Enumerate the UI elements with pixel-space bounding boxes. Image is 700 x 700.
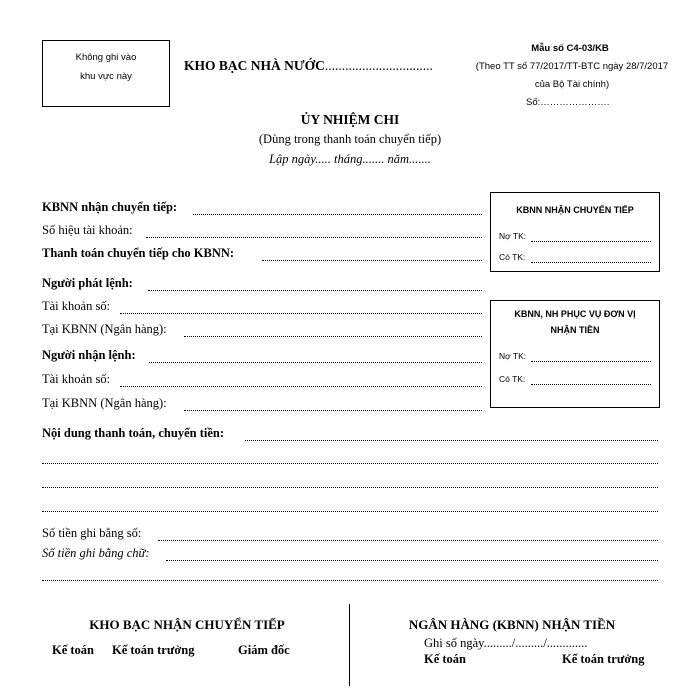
field-transfer-to-treasury: Thanh toán chuyển tiếp cho KBNN: [42, 246, 235, 260]
side-box-2-credit-dots[interactable] [531, 384, 651, 385]
field-payer-dots[interactable] [148, 290, 482, 291]
signature-left-accountant: Kế toán [52, 643, 95, 657]
ministry-reference: của Bộ Tài chính) [534, 79, 610, 90]
side-box-1-credit-dots[interactable] [531, 262, 651, 263]
side-box-2-credit: Có TK: [499, 374, 526, 384]
signature-right-date: Ghi sổ ngày........./........./............. [424, 636, 588, 650]
side-box-1-debit: Nợ TK: [499, 231, 527, 241]
signature-left-title: KHO BẠC NHẬN CHUYỂN TIẾP [89, 617, 285, 632]
payment-content-dots-1[interactable] [245, 440, 658, 441]
agency-label: KHO BẠC NHÀ NƯỚC [184, 58, 325, 73]
amount-in-words-label: Số tiền ghi bằng chữ: [42, 546, 150, 560]
no-write-area-line1: Không ghi vào [75, 52, 137, 63]
field-payer-bank-dots[interactable] [184, 336, 482, 337]
side-box-1-credit: Có TK: [499, 252, 526, 262]
amount-in-numbers-label: Số tiền ghi bằng số: [42, 526, 142, 540]
field-account-number: Số hiệu tài khoản: [42, 223, 133, 237]
field-payee: Người nhận lệnh: [42, 348, 136, 362]
form-code: Mẫu số C4-03/KB [531, 43, 609, 54]
payment-content-dots-2[interactable] [42, 463, 658, 464]
amount-in-words-dots-2[interactable] [42, 580, 658, 581]
payment-content-label: Nội dung thanh toán, chuyển tiền: [42, 426, 224, 440]
signature-left-director: Giám đốc [238, 643, 290, 657]
agency-name [184, 58, 433, 74]
page-title: ỦY NHIỆM CHI [300, 112, 400, 127]
side-box-1-title: KBNN NHẬN CHUYỂN TIẾP [516, 205, 634, 215]
field-payer-bank: Tại KBNN (Ngân hàng): [42, 322, 167, 336]
side-box-2-title-line1: KBNN, NH PHỤC VỤ ĐƠN VỊ [514, 309, 636, 319]
side-box-2-debit: Nợ TK: [499, 351, 527, 361]
circular-reference: (Theo TT số 77/2017/TT-BTC ngày 28/7/2017 [475, 61, 669, 72]
side-box-2-title-line2: NHẬN TIỀN [550, 325, 600, 335]
field-payer: Người phát lệnh: [42, 276, 133, 290]
signature-divider [349, 604, 350, 686]
field-account-number-dots[interactable] [146, 237, 482, 238]
field-receiving-treasury: KBNN nhận chuyển tiếp: [42, 200, 178, 214]
date-line: Lập ngày..... tháng....... năm....... [269, 152, 431, 166]
field-receiving-treasury-dots[interactable] [193, 214, 482, 215]
field-payee-account: Tài khoản số: [42, 372, 111, 386]
signature-left-chief-accountant: Kế toán trưởng [112, 643, 195, 657]
field-payee-account-dots[interactable] [120, 386, 482, 387]
document-number: Số:…………………. [526, 97, 610, 108]
payment-content-dots-3[interactable] [42, 487, 658, 488]
page-subtitle: (Dùng trong thanh toán chuyển tiếp) [258, 132, 442, 146]
amount-in-words-dots[interactable] [166, 560, 658, 561]
no-write-area-line2: khu vực này [80, 71, 132, 82]
signature-right-chief-accountant: Kế toán trưởng [562, 652, 645, 666]
field-transfer-to-treasury-dots[interactable] [262, 260, 482, 261]
signature-right-title: NGÂN HÀNG (KBNN) NHẬN TIỀN [408, 617, 616, 632]
no-write-area-box [42, 40, 170, 107]
agency-dots: ................................ [324, 58, 433, 73]
field-payee-bank-dots[interactable] [184, 410, 482, 411]
signature-right-accountant: Kế toán [424, 652, 467, 666]
side-box-receiving-treasury [490, 192, 660, 272]
side-box-payee-bank [490, 300, 660, 408]
payment-content-dots-4[interactable] [42, 511, 658, 512]
field-payer-account-dots[interactable] [120, 313, 482, 314]
field-payee-dots[interactable] [149, 362, 482, 363]
field-payer-account: Tài khoản số: [42, 299, 111, 313]
field-payee-bank: Tại KBNN (Ngân hàng): [42, 396, 167, 410]
side-box-2-debit-dots[interactable] [531, 361, 651, 362]
amount-in-numbers-dots[interactable] [158, 540, 658, 541]
side-box-1-debit-dots[interactable] [531, 241, 651, 242]
